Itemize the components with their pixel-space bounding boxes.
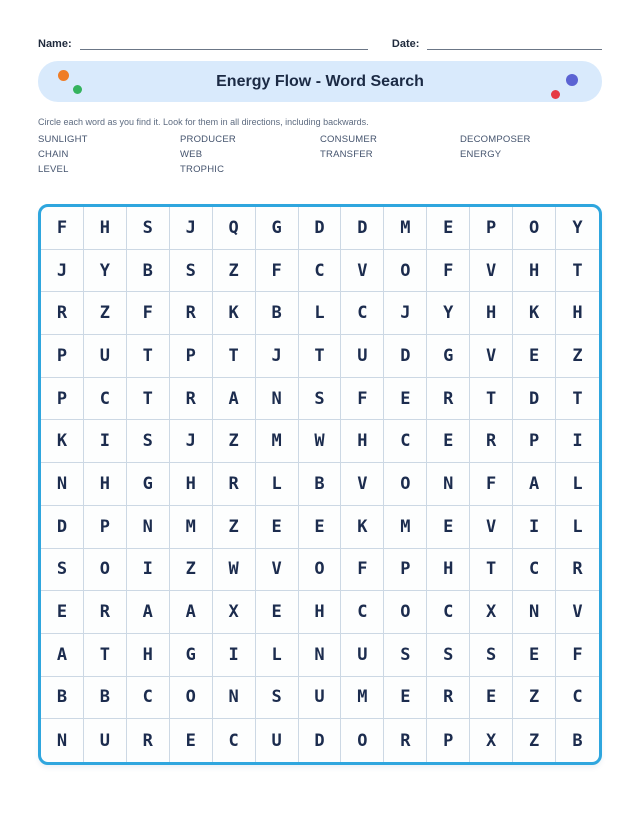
grid-cell[interactable]: W [299,420,342,463]
grid-cell[interactable]: J [256,335,299,378]
grid-cell[interactable]: O [384,591,427,634]
grid-cell[interactable]: C [213,719,256,762]
grid-cell[interactable]: N [256,378,299,421]
grid-cell[interactable]: F [556,634,599,677]
word-item: SUNLIGHT [38,134,88,145]
grid-cell[interactable]: S [427,634,470,677]
grid-cell[interactable]: P [470,207,513,250]
grid-cell[interactable]: U [84,335,127,378]
grid-cell[interactable]: B [41,677,84,720]
grid-cell[interactable]: H [556,292,599,335]
indigo-dot-icon [566,74,578,86]
grid-cell[interactable]: B [572,730,583,751]
grid-cell[interactable]: D [513,378,556,421]
grid-cell[interactable]: T [470,549,513,592]
word-column [320,132,460,177]
grid-cell[interactable]: H [170,463,213,506]
word-item: PRODUCER [180,134,236,145]
grid-cell[interactable]: P [384,549,427,592]
grid-cell[interactable]: A [127,591,170,634]
grid-cell[interactable]: A [170,591,213,634]
grid-cell[interactable]: V [256,549,299,592]
grid-cell[interactable]: E [256,591,299,634]
grid-cell[interactable]: C [84,378,127,421]
grid-cell[interactable]: R [213,463,256,506]
date-label: Date: [391,38,420,50]
grid-cell[interactable]: O [384,250,427,293]
grid-cell[interactable]: F [41,207,84,250]
grid-cell[interactable]: N [127,506,170,549]
grid-cell[interactable]: D [41,506,84,549]
grid-cell[interactable]: G [256,207,299,250]
grid-cell[interactable]: Z [170,549,213,592]
grid-cell[interactable]: R [41,292,84,335]
grid-cell[interactable]: G [427,335,470,378]
grid-cell[interactable]: Q [213,207,256,250]
grid-cell[interactable]: K [41,420,84,463]
grid-cell[interactable]: Z [213,250,256,293]
grid-cell[interactable]: M [341,677,384,720]
grid-cell[interactable]: L [256,463,299,506]
grid-cell[interactable]: S [384,634,427,677]
grid-cell[interactable]: R [127,719,170,762]
name-field-group [38,35,368,50]
word-item: TRANSFER [320,149,373,160]
grid-cell[interactable]: L [556,506,599,549]
grid-cell[interactable]: E [513,335,556,378]
grid-cell[interactable]: J [170,420,213,463]
grid-cell[interactable]: S [170,250,213,293]
grid-cell[interactable]: Y [427,292,470,335]
grid-cell[interactable]: T [84,634,127,677]
grid-cell[interactable]: H [470,292,513,335]
grid-cell[interactable]: P [427,719,470,762]
grid-cell[interactable]: X [470,591,513,634]
grid-cell[interactable]: S [41,549,84,592]
grid-cell[interactable]: I [127,549,170,592]
grid-cell[interactable]: V [341,463,384,506]
grid-cell[interactable]: E [41,591,84,634]
word-search-grid [38,204,602,765]
word-list [38,132,602,177]
grid-cell[interactable]: B [299,463,342,506]
grid-cell[interactable]: C [127,677,170,720]
grid-cell[interactable]: U [299,677,342,720]
grid-cell[interactable]: Y [556,207,599,250]
grid-cell[interactable]: Z [513,719,556,762]
grid-cell[interactable]: C [384,420,427,463]
grid-cell[interactable]: K [213,292,256,335]
grid-cell[interactable]: F [341,378,384,421]
grid-cell[interactable]: U [84,719,127,762]
grid-cell[interactable]: N [41,719,84,762]
grid-cell[interactable]: T [470,378,513,421]
grid-cell[interactable]: H [84,207,127,250]
grid-cell[interactable]: L [556,463,599,506]
grid-cell[interactable]: M [170,506,213,549]
grid-cell[interactable]: S [470,634,513,677]
grid-cell[interactable]: O [341,719,384,762]
grid-cell[interactable]: W [213,549,256,592]
grid-cell[interactable]: E [384,677,427,720]
grid-cell[interactable]: J [170,207,213,250]
grid-cell[interactable]: E [427,420,470,463]
word-item: WEB [180,149,203,160]
grid-cell[interactable]: T [127,378,170,421]
grid-cell[interactable]: M [384,207,427,250]
grid-cell[interactable]: O [384,463,427,506]
grid-cell[interactable]: E [427,207,470,250]
grid-cell[interactable]: F [256,250,299,293]
red-dot-icon [551,90,560,99]
grid-cell[interactable]: J [384,292,427,335]
word-column [38,132,180,177]
grid-cell[interactable]: L [299,292,342,335]
grid-cell[interactable]: O [170,677,213,720]
word-column [460,132,602,177]
grid-cell[interactable]: I [513,506,556,549]
grid-cell[interactable]: X [213,591,256,634]
grid-cell[interactable]: S [256,677,299,720]
grid-cell[interactable]: H [427,549,470,592]
grid-cell[interactable]: C [513,549,556,592]
name-input-line[interactable] [80,35,368,50]
grid-cell[interactable]: Z [556,335,599,378]
word-item: ENERGY [460,149,502,160]
grid-cell[interactable]: E [470,677,513,720]
grid-cell[interactable]: Z [84,292,127,335]
grid-cell[interactable]: A [41,634,84,677]
grid-cell[interactable]: N [213,677,256,720]
grid-cell[interactable]: H [299,591,342,634]
word-item: LEVEL [38,164,69,175]
grid-cell[interactable]: R [84,591,127,634]
grid-cell[interactable]: L [256,634,299,677]
grid-cell[interactable]: U [256,719,299,762]
grid-cell[interactable]: E [384,378,427,421]
grid-cell[interactable]: R [427,378,470,421]
grid-cell[interactable]: R [427,677,470,720]
name-label: Name: [38,38,72,50]
grid-cell[interactable]: I [84,420,127,463]
grid-cell[interactable]: C [341,292,384,335]
grid-cell[interactable]: V [556,591,599,634]
word-item: CHAIN [38,149,69,160]
grid-cell[interactable]: D [299,207,342,250]
grid-cell[interactable]: V [470,506,513,549]
word-column [180,132,320,177]
grid-cell[interactable]: I [213,634,256,677]
grid-cell[interactable]: U [341,634,384,677]
word-item: CONSUMER [320,134,378,145]
title-banner [38,61,602,102]
grid-cell[interactable]: I [556,420,599,463]
grid-cell[interactable]: D [341,207,384,250]
grid-cell[interactable]: J [41,250,84,293]
word-item: TROPHIC [180,164,225,175]
grid-cell[interactable]: G [170,634,213,677]
grid-cell[interactable]: P [170,335,213,378]
grid-cell[interactable]: C [427,591,470,634]
grid-cell[interactable]: H [513,250,556,293]
grid-cell[interactable]: Z [513,677,556,720]
grid-cell[interactable]: S [299,378,342,421]
grid-cell[interactable]: M [256,420,299,463]
grid-cell[interactable]: R [470,420,513,463]
grid-cell[interactable]: A [513,463,556,506]
grid-cell[interactable]: Z [213,506,256,549]
grid-cell[interactable]: K [341,506,384,549]
grid-cell[interactable]: H [127,634,170,677]
grid-cell[interactable]: C [556,677,599,720]
grid-cell[interactable]: R [170,292,213,335]
grid-cell[interactable]: P [84,506,127,549]
grid-cell[interactable]: K [513,292,556,335]
grid-cell[interactable]: O [513,207,556,250]
grid-cell[interactable]: H [84,463,127,506]
grid-cell[interactable]: E [513,634,556,677]
grid-cell[interactable]: P [41,378,84,421]
grid-cell[interactable]: A [213,378,256,421]
page-title: Energy Flow - Word Search [216,73,424,90]
grid-cell[interactable]: X [470,719,513,762]
grid-cell[interactable]: R [170,378,213,421]
grid-cell[interactable]: R [384,719,427,762]
grid-cell[interactable]: O [299,549,342,592]
grid-cell[interactable]: H [341,420,384,463]
grid-cell[interactable]: S [127,207,170,250]
orange-dot-icon [58,70,69,81]
grid-cell[interactable]: F [127,292,170,335]
date-field-group [392,35,602,50]
grid-cell[interactable]: F [427,250,470,293]
grid-cell[interactable]: P [41,335,84,378]
grid-cell[interactable]: E [170,719,213,762]
grid-cell[interactable]: B [84,677,127,720]
date-input-line[interactable] [427,35,602,50]
instructions-text: Circle each word as you find it. Look for them in all directions, including backwards. [38,117,369,127]
grid-cell[interactable]: T [213,335,256,378]
grid-cell[interactable]: U [341,335,384,378]
grid-cell[interactable]: T [299,335,342,378]
grid-cell[interactable]: F [341,549,384,592]
grid-cell[interactable]: N [299,634,342,677]
grid-cell[interactable]: E [427,506,470,549]
grid-cell[interactable]: B [127,250,170,293]
grid-cell[interactable]: R [556,549,599,592]
grid-cell[interactable]: T [556,378,599,421]
grid-cell[interactable]: T [127,335,170,378]
grid-cell[interactable]: T [556,250,599,293]
grid-cell[interactable]: E [256,506,299,549]
grid-cell[interactable]: N [41,463,84,506]
grid-cell[interactable]: G [127,463,170,506]
grid-cell[interactable]: B [256,292,299,335]
word-item: DECOMPOSER [460,134,531,145]
grid-cell[interactable]: V [341,250,384,293]
grid-cell[interactable]: N [427,463,470,506]
name-date-row [38,35,602,50]
grid-cell[interactable]: N [513,591,556,634]
grid-cell[interactable]: E [299,506,342,549]
grid-cell[interactable]: M [384,506,427,549]
grid-cell[interactable]: O [84,549,127,592]
grid-cell[interactable]: F [470,463,513,506]
grid-cell[interactable]: Y [84,250,127,293]
grid-cell[interactable]: C [341,591,384,634]
grid-cell[interactable]: V [470,335,513,378]
grid-cell[interactable]: S [127,420,170,463]
grid-cell[interactable]: D [299,719,342,762]
grid-cell[interactable]: V [470,250,513,293]
grid-cell[interactable]: D [384,335,427,378]
green-dot-icon [73,85,82,94]
grid-cell[interactable]: Z [213,420,256,463]
grid-cell[interactable]: C [299,250,342,293]
grid-cell[interactable]: P [513,420,556,463]
